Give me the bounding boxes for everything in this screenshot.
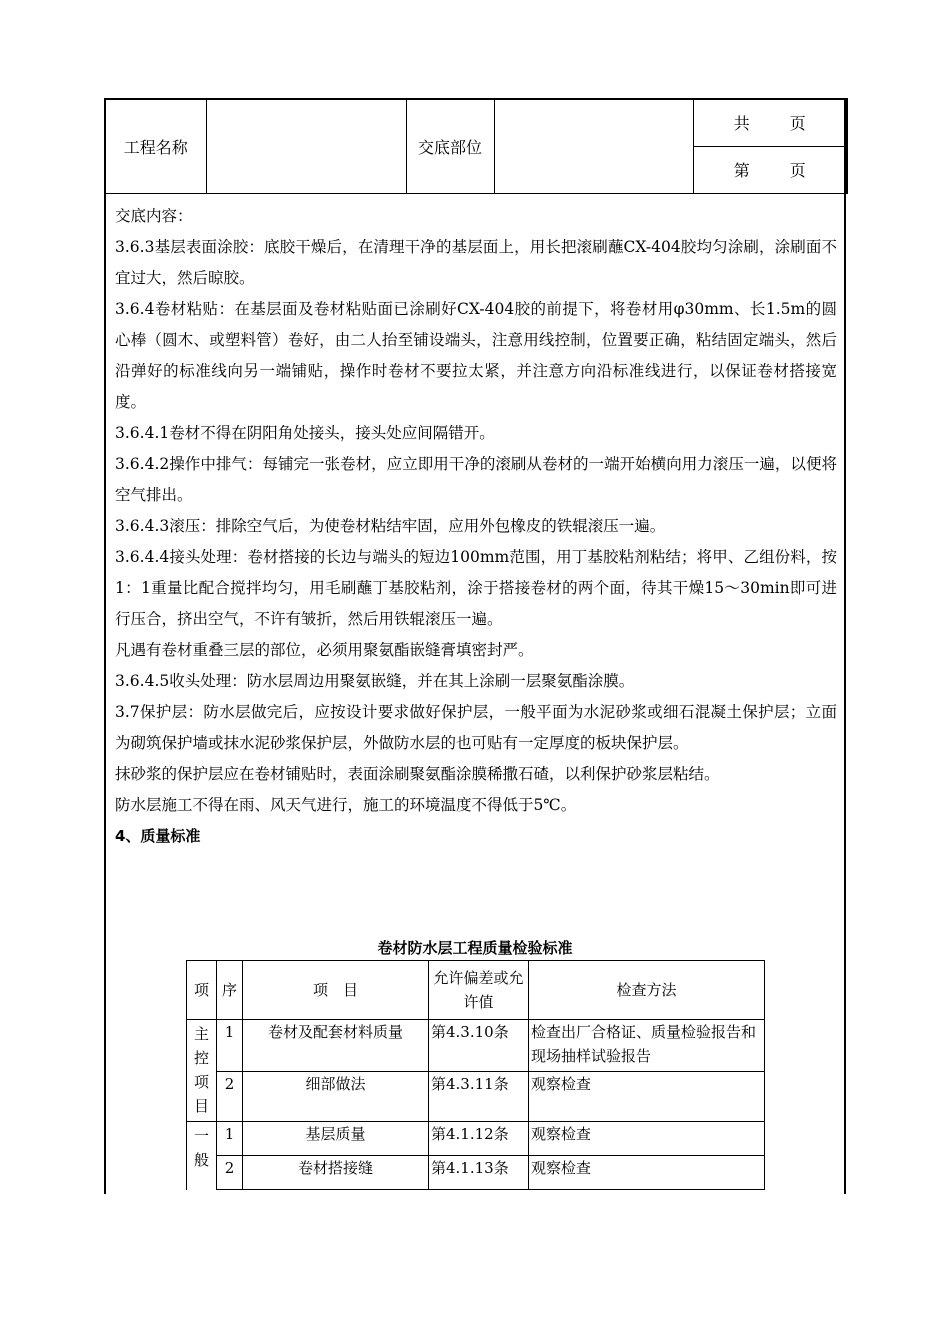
page-number-suffix: 页 <box>789 161 806 180</box>
row-item: 细部做法 <box>243 1072 429 1122</box>
row-tolerance: 第4.1.12条 <box>429 1122 529 1156</box>
row-item: 卷材及配套材料质量 <box>243 1020 429 1072</box>
row-item: 基层质量 <box>243 1122 429 1156</box>
row-tolerance: 第4.3.11条 <box>429 1072 529 1122</box>
table-row <box>187 1072 765 1122</box>
row-seq: 1 <box>217 1122 243 1156</box>
standard-table <box>186 960 765 1190</box>
location-value[interactable] <box>494 99 693 193</box>
disclosure-content <box>115 201 837 852</box>
page-number-cell <box>693 146 847 193</box>
paragraph: 抹砂浆的保护层应在卷材铺贴时，表面涂刷聚氨酯涂膜稀撒石碴，以利保护砂浆层粘结。 <box>115 765 720 783</box>
row-method: 观察检查 <box>529 1122 765 1156</box>
table-row <box>187 1156 765 1190</box>
row-seq: 2 <box>217 1072 243 1122</box>
row-seq: 2 <box>217 1156 243 1190</box>
row-method: 观察检查 <box>529 1156 765 1190</box>
row-seq: 1 <box>217 1020 243 1072</box>
row-tolerance: 第4.1.13条 <box>429 1156 529 1190</box>
paragraph: 3.6.4.2操作中排气：每铺完一张卷材，应立即用干净的滚刷从卷材的一端开始横向用力滚压一遍，以便将空气排出。 <box>115 455 837 504</box>
total-pages-cell <box>693 99 847 146</box>
standard-table-title: 卷材防水层工程质量检验标准 <box>377 939 573 957</box>
total-pages-suffix: 页 <box>789 114 806 134</box>
header-method: 检查方法 <box>529 961 765 1020</box>
section-heading: 4、质量标准 <box>115 827 201 845</box>
table-row <box>187 1122 765 1156</box>
row-method: 观察检查 <box>529 1072 765 1122</box>
group-main-control: 主 控 项 目 <box>187 1020 217 1122</box>
row-method: 检查出厂合格证、质量检验报告和现场抽样试验报告 <box>529 1020 765 1072</box>
paragraph: 3.6.4卷材粘贴：在基层面及卷材粘贴面已涂刷好CX-404胶的前提下，将卷材用φ30mm、长1.5m的圆心棒（圆木、或塑料管）卷好，由二人抬至铺设端头，注意用线控制，位置要正确，粘结固定端头，然后沿弹好的标准线向另一端铺贴，操作时卷材不要拉太紧，并注意方向沿标准线进行，以保证卷材搭接宽度。 <box>115 300 837 411</box>
paragraph: 防水层施工不得在雨、风天气进行，施工的环境温度不得低于5℃。 <box>115 796 577 814</box>
total-pages-prefix: 共 <box>733 114 750 134</box>
header-category: 项 <box>187 961 217 1020</box>
header-item: 项 目 <box>243 961 429 1020</box>
paragraph: 3.6.4.5收头处理：防水层周边用聚氨嵌缝，并在其上涂刷一层聚氨酯涂膜。 <box>115 672 635 690</box>
row-tolerance: 第4.3.10条 <box>429 1020 529 1072</box>
row-item: 卷材搭接缝 <box>243 1156 429 1190</box>
group-general: 一 般 <box>187 1122 217 1190</box>
page-number-prefix: 第 <box>733 161 750 180</box>
paragraph: 3.6.4.1卷材不得在阴阳角处接头，接头处应间隔错开。 <box>115 424 495 442</box>
project-name-value[interactable] <box>206 99 406 193</box>
table-row <box>187 1020 765 1072</box>
paragraph: 3.6.4.3滚压：排除空气后，为使卷材粘结牢固，应用外包橡皮的铁辊滚压一遍。 <box>115 517 666 535</box>
paragraph: 3.7保护层：防水层做完后，应按设计要求做好保护层，一般平面为水泥砂浆或细石混凝土保护层；立面为砌筑保护墙或抹水泥砂浆保护层，外做防水层的也可贴有一定厚度的板块保护层。 <box>115 703 837 752</box>
paragraph: 3.6.4.4接头处理：卷材搭接的长边与端头的短边100mm范围，用丁基胶粘剂粘结；将甲、乙组份料，按1：1重量比配合搅拌均匀，用毛刷蘸丁基胶粘剂，涂于搭接卷材的两个面，待其干燥15～30min即可进行压合，挤出空气，不许有皱折，然后用铁辊滚压一遍。 <box>115 548 837 628</box>
paragraph: 3.6.3基层表面涂胶：底胶干燥后，在清理干净的基层面上，用长把滚刷蘸CX-404胶均匀涂刷，涂刷面不宜过大，然后晾胶。 <box>115 238 837 287</box>
location-label: 交底部位 <box>406 99 494 193</box>
content-intro: 交底内容： <box>115 207 193 225</box>
project-name-label: 工程名称 <box>105 99 206 193</box>
header-seq: 序 <box>217 961 243 1020</box>
paragraph: 凡遇有卷材重叠三层的部位，必须用聚氨酯嵌缝膏填密封严。 <box>115 641 534 659</box>
header-table <box>104 98 848 194</box>
header-tolerance: 允许偏差或允许值 <box>429 961 529 1020</box>
